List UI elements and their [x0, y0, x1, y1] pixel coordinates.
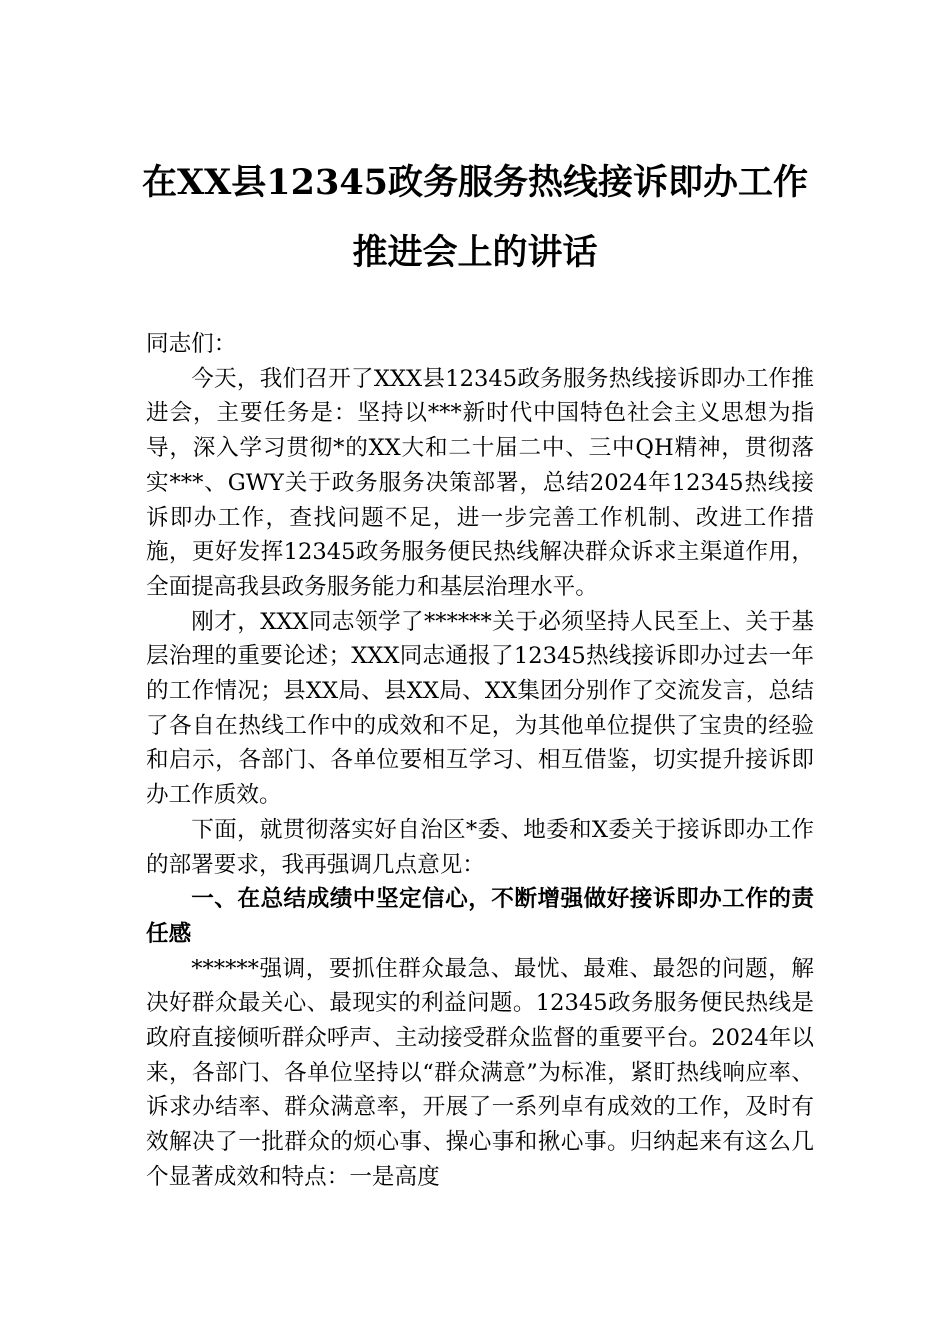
document-title-line-1: 在XX县12345政务服务热线接诉即办工作: [141, 162, 809, 203]
document-body: [146, 327, 814, 1195]
paragraph-section-1: ******强调，要抓住群众最急、最忧、最难、最怨的问题，解决好群众最关心、最现实的利益问题。12345政务服务便民热线是政府直接倾听群众呼声、主动接受群众监督的重要平台。2024年以来，各部门、各单位坚持以“群众满意”为标准，紧盯热线响应率、诉求办结率、群众满意率，开展了一系列卓有成效的工作，及时有效解决了一批群众的烦心事、操心事和揪心事。归纳起来有这么几个显著成效和特点：一是高度: [146, 955, 814, 1190]
salutation: 同志们：: [146, 331, 237, 357]
document-title-line-2: 推进会上的讲话: [352, 232, 598, 273]
paragraph-opening: 今天，我们召开了XXX县12345政务服务热线接诉即办工作推进会，主要任务是：坚持以***新时代中国特色社会主义思想为指导，深入学习贯彻*的XX大和二十届二中、三中QH精神，贯彻落实***、GWY关于政务服务决策部署，总结2024年12345热线接诉即办工作，查找问题不足，进一步完善工作机制、改进工作措施，更好发挥12345政务服务便民热线解决群众诉求主渠道作用，全面提高我县政务服务能力和基层治理水平。: [146, 365, 814, 600]
paragraph-review: 刚才，XXX同志领学了******关于必须坚持人民至上、关于基层治理的重要论述；XXX同志通报了12345热线接诉即办过去一年的工作情况；县XX局、县XX局、XX集团分别作了交流发言，总结了各自在热线工作中的成效和不足，为其他单位提供了宝贵的经验和启示，各部门、各单位要相互学习、相互借鉴，切实提升接诉即办工作质效。: [146, 608, 814, 809]
section-heading-1: 一、在总结成绩中坚定信心，不断增强做好接诉即办工作的责任感: [146, 886, 814, 947]
paragraph-transition: 下面，就贯彻落实好自治区*委、地委和X委关于接诉即办工作的部署要求，我再强调几点意见：: [146, 816, 814, 878]
